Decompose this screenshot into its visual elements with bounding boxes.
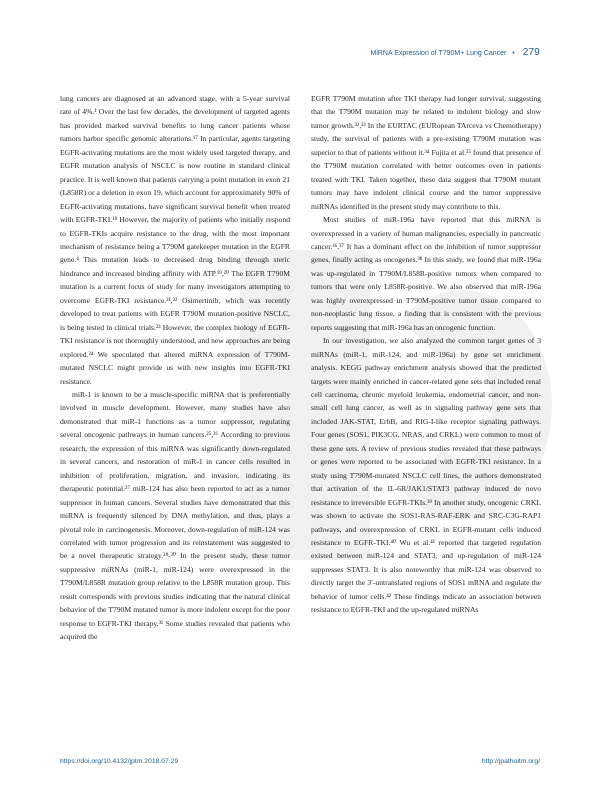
running-title: MiRNA Expression of T790M+ Lung Cancer: [370, 50, 507, 57]
doi-link[interactable]: https://doi.org/10.4132/jptm.2018.07.29: [60, 758, 179, 765]
page-number: 279: [522, 47, 540, 58]
paragraph: miR-1 is known to be a muscle-specific miRNA that is preferentially involved in muscle development. However, many studies have also demonstrated that miR-1 functions as a tumor suppressor, regulating several oncogenic pathways in human cancers.²⁵,²⁶ According to previous research, the expression of this miRNA was significantly down-regulated in several cancers, and restoration of miR-1 in cancer cells resulted in inhibition of proliferation, migration, and invasion, indicating its therapeutic potential.²⁷ miR-124 has also been reported to act as a tumor suppressor in human cancers. Several studies have demonstrated that this miRNA is frequently silenced by DNA methylation, and thus, plays a pivotal role in carcinogenesis. Moreover, down-regulation of miR-124 was correlated with tumor progression and its reinstatement was suggested to be a novel therapeutic strategy.²⁸-³⁰ In the present study, these tumor suppressive miRNAs (miR-1, miR-124) were overexpressed in the T790M/L858R mutation group relative to the L858R mutation group. This result corresponds with previous studies indicating that the natural clinical behavior of the T790M mutated tumor is more indolent except for the poor response to EGFR-TKI therapy.³¹ Some studies revealed that patients who acquired the: [60, 389, 290, 642]
paragraph: EGFR T790M mutation after TKI therapy had longer survival, suggesting that the T790M mutation may be related to indolent biology and slow tumor growth.³²,³³ In the EURTAC (EURopean TArceva vs Chemotherapy) study, the survival of patients with a pre-existing T790M mutation was superior to that of patients without it.³⁴ Fujita et al.³⁵ found that presence of the T790M mutation correlated with better outcomes even in patients treated with TKI. Taken together, these data suggest that T790M mutant tumors may have indolent clinical course and the tumor suppressive miRNAs identified in the present study may contribute to this.: [311, 94, 541, 211]
header-bullet: •: [512, 50, 515, 57]
right-column: [311, 92, 541, 617]
paragraph: lung cancers are diagnosed at an advanced stage, with a 5-year survival rate of 4%.¹ Over the last few decades, the development of targeted agents has provided marked survival benefits to lung cancer patients whose tumors harbor specific genomic alterations.¹⁷ In particular, agents targeting EGFR-activating mutations are the most widely used targeted therapy, and EGFR mutation analysis of NSCLC is now routine in standard clinical practice. It is well known that patients carrying a point mutation in exon 21 (L858R) or a deletion in exon 19, which account for approximately 90% of EGFR-activating mutations, have significant survival benefit when treated with EGFR-TKI.¹⁸ However, the majority of patients who initially respond to EGFR-TKIs acquire resistance to the drug, with the most important mechanism of resistance being a T790M gatekeeper mutation in the EGFR gene.⁴ This mutation leads to decreased drug binding through steric hindrance and increased binding affinity with ATP.¹⁹,²⁰ The EGFR T790M mutation is a current focus of study for many investigators attempting to overcome EGFR-TKI resistance.²¹,²² Osimertinib, which was recently developed to treat patients with EGFR T790M mutation-positive NSCLC, is being tested in clinical trials.²³ However, the complex biology of EGFR-TKI resistance is not thoroughly understood, and new approaches are being explored.²⁴ We speculated that altered miRNA expression of T790M-mutated NSCLC might provide us with new insights into EGFR-TKI resistance.: [60, 94, 290, 386]
left-column: [60, 92, 290, 644]
paragraph: Most studies of miR-196a have reported that this miRNA is overexpressed in a variety of human malignancies, especially in pancreatic cancer.³⁶,³⁷ It has a dominant effect on the inhibition of tumor suppressor genes, finally acting as oncogenes.³⁸ In this study, we found that miR-196a was up-regulated in T790M/L858R-positive tumors when compared to tumors that were only L858R-positive. We also observed that miR-196a was highly overexpressed in T790M-positive tumor tissue compared to non-neoplastic lung tissue, a finding that is consistent with the previous reports suggesting that miR-196a has an oncogenic function.: [311, 215, 541, 332]
paragraph: In our investigation, we also analyzed the common target genes of 3 miRNAs (miR-1, miR-124, and miR-196a) by gene set enrichment analysis. KEGG pathway enrichment analysis showed that the predicted targets were mainly enriched in cancer-related gene sets that included renal cell carcinoma, chronic myeloid leukemia, endometrial cancer, and non-small cell lung cancer, as well as in signaling pathway gene sets that included JAK-STAT, ErbB, and RIG-I-like receptor signaling pathways. Four genes (SOS1, PIK3CG, NRAS, and CRKL) were common to most of these gene sets. A review of previous studies revealed that these pathways or genes were reported to be associated with EGFR-TKI resistance. In a study using T790M-mutated NSCLC cell lines, the authors demonstrated that activation of the IL-6R/JAK1/STAT3 pathway induced de novo resistance to irreversible EGFR-TKIs.³⁹ In another study, oncogenic CRKL was shown to activate the SOS1-RAS-RAF-ERK and SRC-C3G-RAP1 pathways, and overexpression of CRKL in EGFR-mutant cells induced resistance to EGFR-TKI.⁴⁰ Wu et al.⁴¹ reported that targeted regulation existed between miR-124 and STAT3, and up-regulation of miR-124 suppresses STAT3. It is also noteworthy that miR-124 was observed to directly target the 3′-untranslated regions of SOS1 mRNA and regulate the behavior of tumor cells.⁴² These findings indicate an association between resistance to EGFR-TKI and the up-regulated miRNAs: [311, 336, 541, 615]
running-header: [60, 48, 540, 59]
journal-url-link[interactable]: http://jpatholtm.org/: [481, 758, 540, 765]
